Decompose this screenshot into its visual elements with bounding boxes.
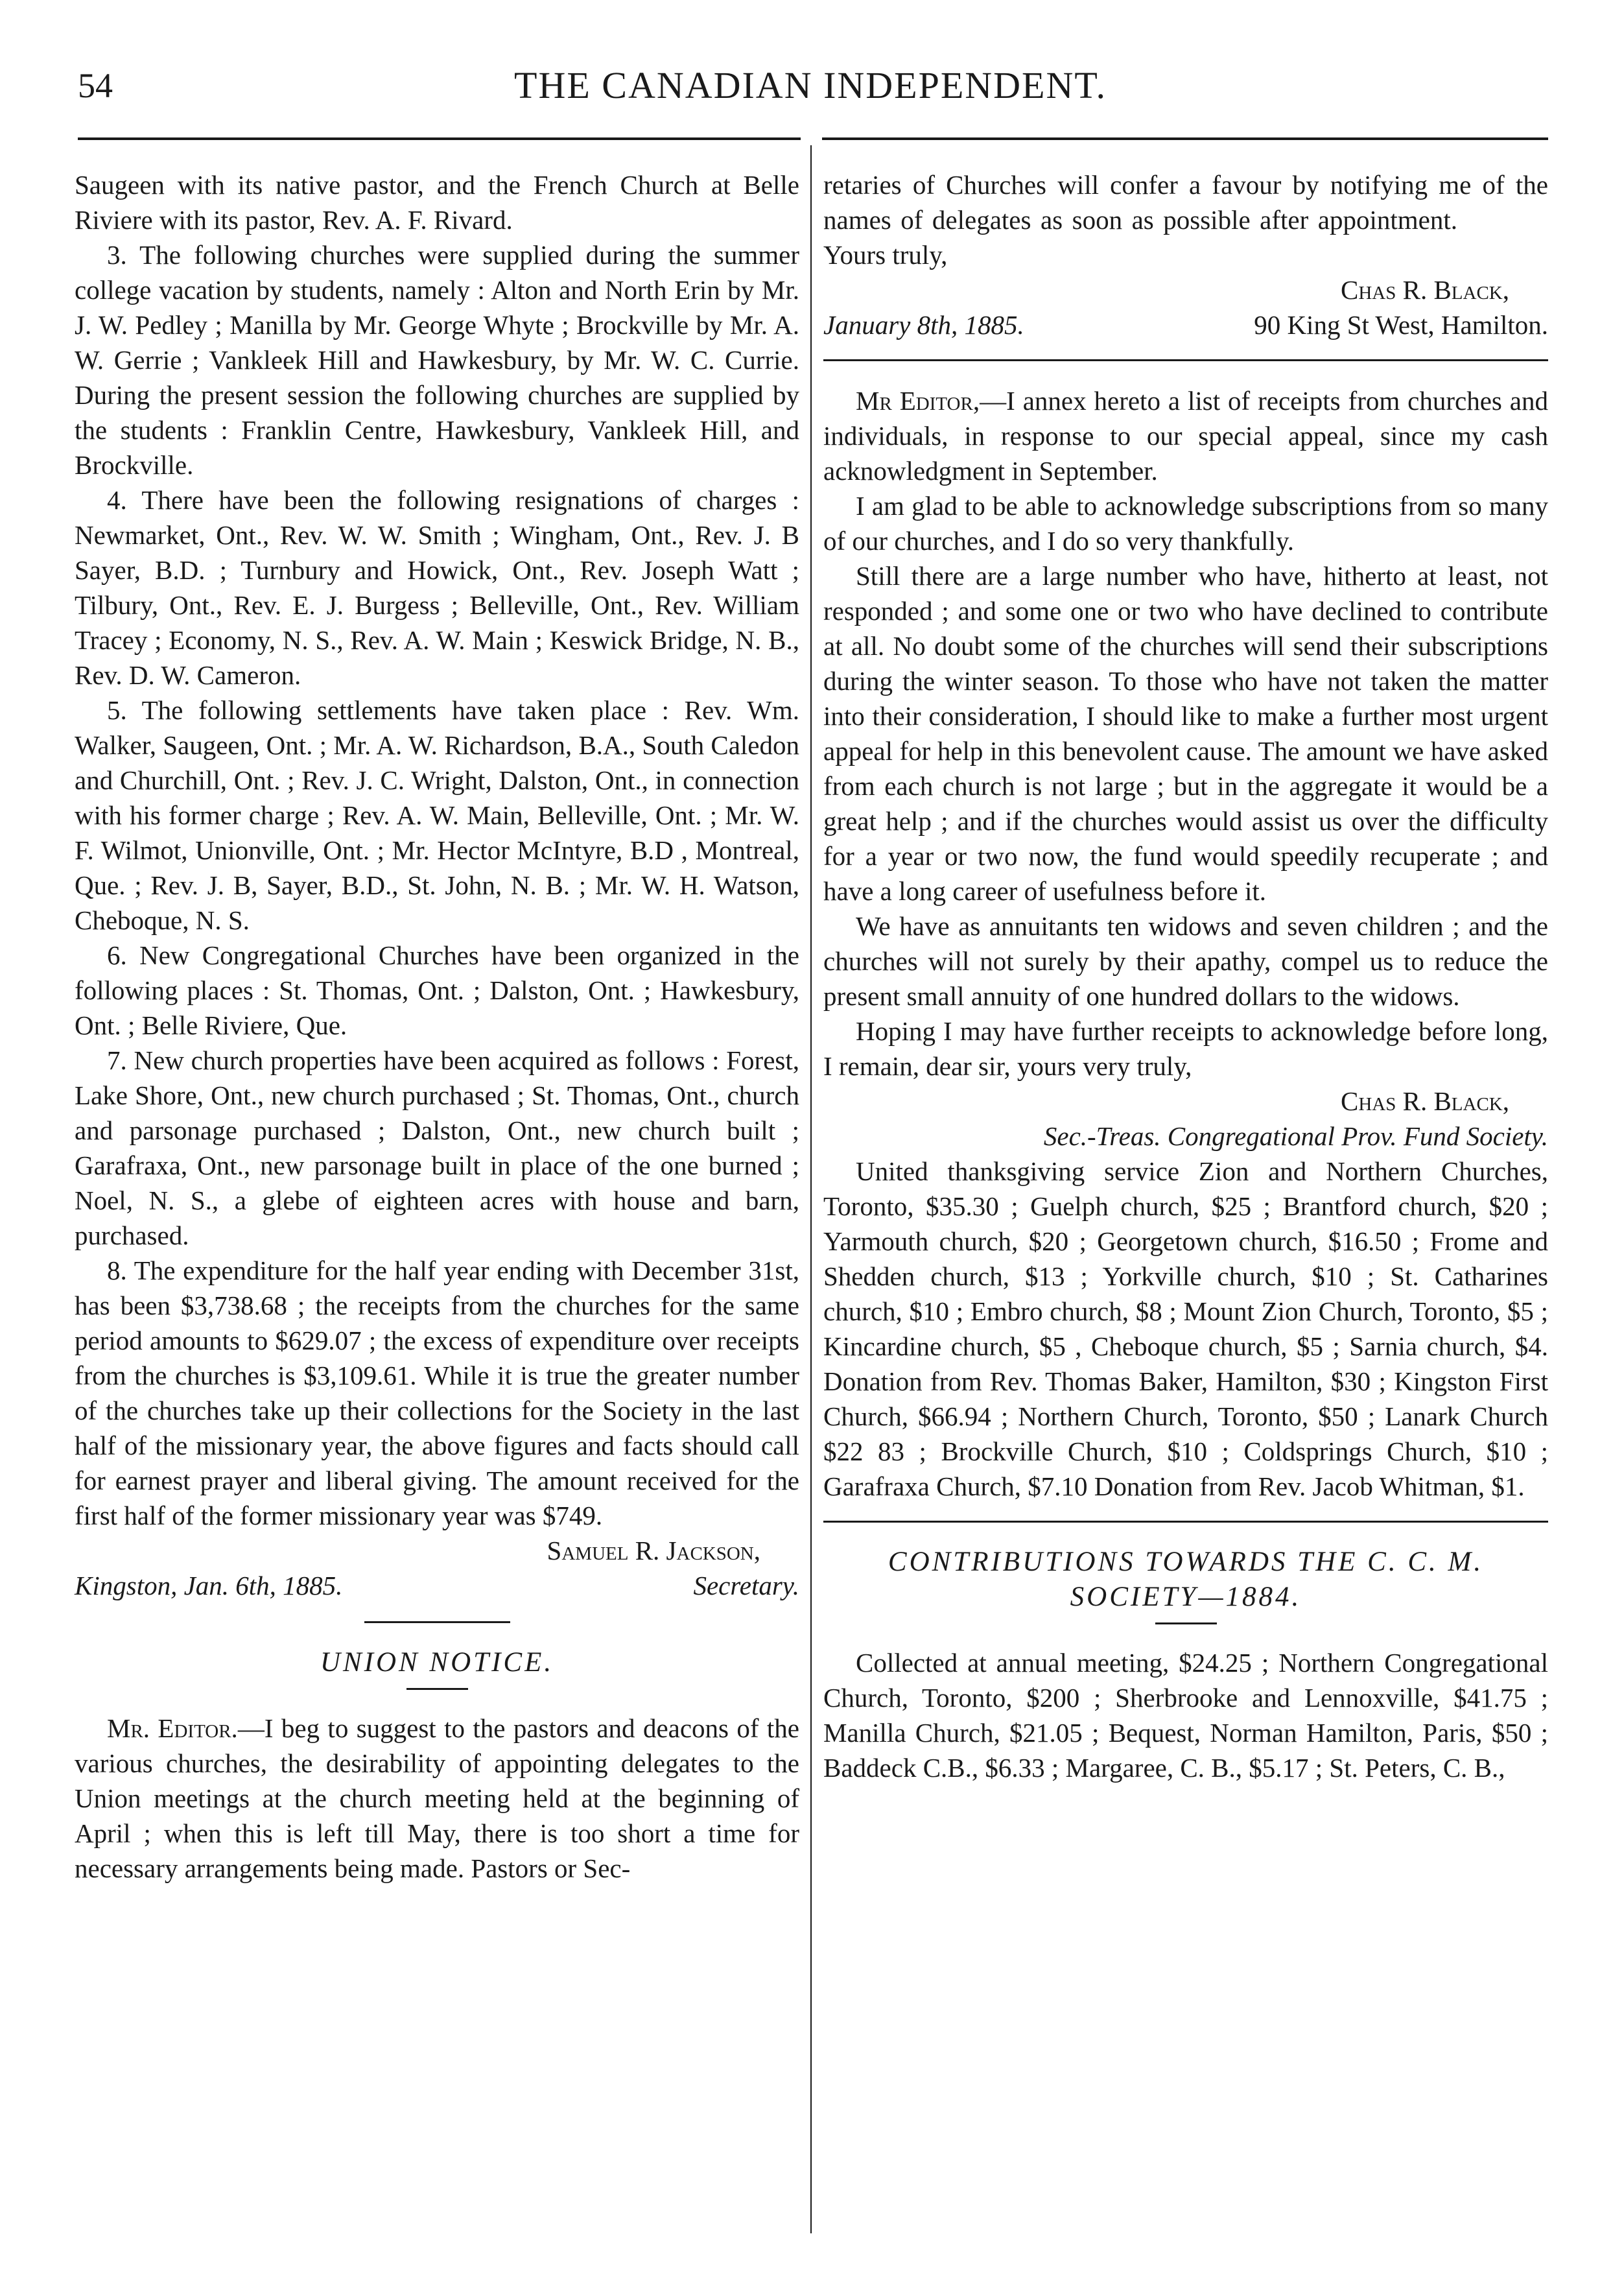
signature-jackson: Samuel R. Jackson,: [547, 1536, 760, 1565]
letter-paragraph-1: [823, 383, 1548, 488]
editor-salutation: Mr. Editor.: [107, 1713, 238, 1743]
dateline-address: 90 King St West, Hamilton.: [1254, 310, 1548, 340]
header-rule-left: [78, 137, 801, 140]
letter-paragraph-1-text: —I annex hereto a list of receipts from churches and individuals, in response to our special appeal, since my cash acknowledgment in September.: [823, 386, 1548, 486]
receipts-list: United thanksgiving service Zion and Northern Churches, Toronto, $35.30 ; Guelph church, $25 ; Brantford church, $20 ; Yarmouth church, $20 ; Georgetown church, $16.50 ; Frome and Shedden church, $13 ; Yorkville church, $10 ; St. Catharines church, $10 ; Embro church, $8 ; Mount Zion Church, Toronto, $5 ; Kincardine church, $5 , Cheboque church, $5 ; Sarnia church, $4. Donation from Rev. Thomas Baker, Hamilton, $30 ; Kingston First Church, $66.94 ; Northern Church, Toronto, $50 ; Lanark Church $22 83 ; Brockville Church, $10 ; Coldsprings Church, $10 ; Garafraxa Church, $7.10 Donation from Rev. Jacob Whitman, $1.: [823, 1156, 1548, 1501]
title-rule: [406, 1688, 468, 1690]
letter-paragraph-3: Still there are a large number who have, hitherto at least, not responded ; and some one or two who have declined to contribute at all. No doubt some of the churches will send their subscriptions during the winter season. To those who have not taken the matter into their consideration, I should like to make a further most urgent appeal for help in this benevolent cause. The amount we have asked from each church is not large ; but in the aggregate it would be a great help ; and if the churches would assist us over the difficulty for a year or two now, the fund would speedily recuperate ; and have a long career of usefulness before it.: [823, 561, 1548, 906]
item-4-paragraph: 4. There have been the following resignations of charges : Newmarket, Ont., Rev. W. W. Smith ; Wingham, Ont., Rev. J. B Sayer, B.D. ; Turnbury and Howick, Ont., Rev. Joseph Watt ; Tilbury, Ont., Rev. E. J. Burgess ; Belleville, Ont., Rev. William Tracey ; Economy, N. S., Rev. A. W. Main ; Keswick Bridge, N. B., Rev. D. W. Cameron.: [75, 485, 799, 690]
closing-yours: Yours truly,: [823, 240, 948, 270]
signature-laing: Chas R. Black,: [1341, 275, 1509, 305]
item-6-paragraph: 6. New Congregational Churches have been organized in the following places : St. Thomas, Ont. ; Dalston, Ont. ; Hawkesbury, Ont. ; Belle Riviere, Que.: [75, 940, 799, 1040]
letter-paragraph-4: We have as annuitants ten widows and seven children ; and the churches will not surely by their apathy, compel us to reduce the present small annuity of one hundred dollars to the widows.: [823, 911, 1548, 1011]
item-3-paragraph: 3. The following churches were supplied during the summer college vacation by students, namely : Alton and North Erin by Mr. J. W. Pedley ; Manilla by Mr. George Whyte ; Brockville by Mr. A. W. Gerrie ; Vankleek Hill and Hawkesbury, by Mr. W. C. Currie. During the present session the following churches are supplied by the students : Franklin Centre, Hawkesbury, Vankleek Hill, and Brockville.: [75, 240, 799, 480]
dateline-kingston: [75, 1568, 799, 1603]
item-7-paragraph: 7. New church properties have been acquired as follows : Forest, Lake Shore, Ont., new church purchased ; St. Thomas, Ont., church and parsonage purchased ; Dalston, Ont., new church built ; Garafraxa, Ont., new parsonage built in place of the one burned ; Noel, N. S., a glebe of eighteen acres with house and barn, purchased.: [75, 1045, 799, 1250]
item-8-paragraph: 8. The expenditure for the half year ending with December 31st, has been $3,738.68 ; the receipts from the churches for the same period amounts to $629.07 ; the excess of expenditure over receipts from the churches is $3,109.61. While it is true the greater number of the churches take up their collections for the Society in the last half of the missionary year, the above figures and facts should call for earnest prayer and liberal giving. The amount received for the first half of the former missionary year was $749.: [75, 1255, 799, 1530]
signature-title: Sec.-Treas. Congregational Prov. Fund Society.: [1043, 1121, 1548, 1151]
right-column: [823, 167, 1548, 1785]
contributions-list: Collected at annual meeting, $24.25 ; Northern Congregational Church, Toronto, $200 ; Sherbrooke and Lennoxville, $41.75 ; Manilla Church, $21.05 ; Bequest, Norman Hamilton, Paris, $50 ; Baddeck C.B., $6.33 ; Margaree, C. B., $5.17 ; St. Peters, C. B.,: [823, 1648, 1548, 1783]
editor-salutation-2: Mr Editor,: [856, 386, 980, 416]
union-notice-title: UNION NOTICE.: [320, 1647, 554, 1678]
contributions-title: CONTRIBUTIONS TOWARDS THE C. C. M. SOCIETY—1884.: [888, 1547, 1484, 1612]
left-column: [75, 167, 799, 1886]
union-notice-body: [75, 1711, 799, 1886]
letter-paragraph-5: Hoping I may have further receipts to acknowledge before long, I remain, dear sir, yours very truly,: [823, 1016, 1548, 1081]
masthead: THE CANADIAN INDEPENDENT.: [514, 64, 1107, 106]
intro-paragraph: Saugeen with its native pastor, and the French Church at Belle Riviere with its pastor, Rev. A. F. Rivard.: [75, 170, 799, 235]
header-rule-right: [822, 137, 1548, 140]
dateline-hamilton: [823, 307, 1548, 342]
item-5-paragraph: 5. The following settlements have taken place : Rev. Wm. Walker, Saugeen, Ont. ; Mr. A. W. Richardson, B.A., South Caledon and Churchill, Ont. ; Rev. J. C. Wright, Dalston, Ont., in connection with his former charge ; Rev. A. W. Main, Belleville, Ont. ; Mr. W. F. Wilmot, Unionville, Ont. ; Mr. Hector McIntyre, B.D , Montreal, Que. ; Rev. J. B, Sayer, B.D., St. John, N. B. ; Mr. W. H. Watson, Cheboque, N. S.: [75, 695, 799, 935]
contributions-title-rule: [1155, 1622, 1217, 1624]
page-header: [78, 60, 1543, 112]
page-number: 54: [78, 66, 113, 105]
letter-separator: [823, 359, 1548, 361]
continuation-paragraph: [823, 167, 1548, 272]
signature-black: Chas R. Black,: [1341, 1086, 1509, 1116]
section-rule: [364, 1621, 510, 1623]
dateline-place: Kingston, Jan. 6th, 1885.: [75, 1571, 343, 1600]
union-notice-text: —I beg to suggest to the pastors and deacons of the various churches, the desirability of appointing delegates to the Union meetings at the church meeting held at the beginning of April ; when this is left till May, there is too short a time for necessary arrangements being made. Pastors or Sec-: [75, 1713, 799, 1883]
dateline-date: January 8th, 1885.: [823, 310, 1024, 340]
column-divider: [810, 145, 812, 2233]
letter-paragraph-2: I am glad to be able to acknowledge subscriptions from so many of our churches, and I do so very thankfully.: [823, 491, 1548, 556]
contributions-separator: [823, 1521, 1548, 1523]
dateline-role: Secretary.: [693, 1571, 799, 1600]
continuation-text: retaries of Churches will confer a favour by notifying me of the names of delegates as soon as possible after appointment.: [823, 170, 1548, 235]
